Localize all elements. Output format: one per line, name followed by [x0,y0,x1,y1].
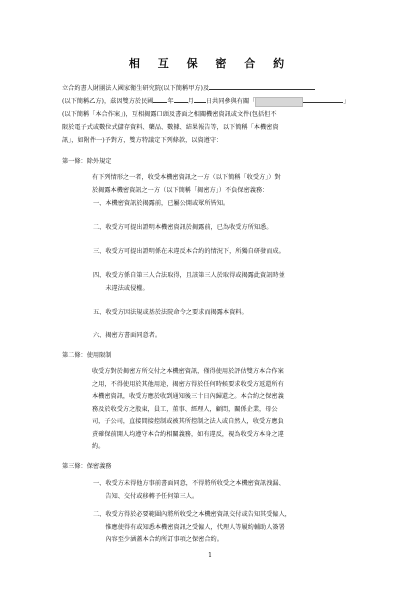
party-b-blank [209,83,315,90]
intro-text: 」 [343,98,350,105]
item-line: 二、收受方可提出證明本機密資訊於揭露前，已為收受方所知悉。 [93,224,273,231]
article-2-title: 第二條：使用限制 [62,352,112,359]
article-1-title: 第一條：除外規定 [62,158,112,165]
article-1-item-4 [93,270,361,295]
article-1-item-3 [93,246,361,259]
article-2-paragraph [62,366,362,454]
intro-paragraph [62,82,362,147]
intro-text: 立合約書人財團法人國家衛生研究院(以下簡稱甲方)及 [62,85,210,92]
year-blank [153,96,167,103]
intro-text: 月 [187,98,194,105]
item-line: 二、收受方得於必要範圍內將所收受之本機密資訊交付或告知其受僱人， [93,511,291,518]
project-blank [303,96,343,103]
article-1-paragraph [62,172,362,197]
page-number: 1 [208,552,212,559]
intro-line: (以下簡稱「本合作案」)，互相揭露口頭及書面之相關機密資訊或文件(包括但不 [62,111,277,118]
redaction-box [255,97,303,107]
item-line: 六、揭密方書面同意者。 [93,332,162,339]
item-line: 未違法或侵權。 [93,284,149,292]
article-3-item-2 [93,509,361,547]
paragraph-line: 約。 [92,443,105,450]
item-line: 內容至少涵蓋本合約所訂事項之保密合約。 [93,536,223,543]
month-blank [174,96,188,103]
paragraph-line: 有下列情形之一者，收受本機密資訊之一方（以下簡稱「收受方」）對 [92,174,281,181]
intro-line: 限於電子式或數位式儲存資料、藥品、數據、結果報告等，以下簡稱「本機密資 [62,124,279,131]
page-title: 相 互 保 密 合 約 [128,57,292,70]
intro-line: 訊」，如附件一)予對方，雙方特議定下列條款，以資遵守： [62,137,223,144]
intro-line [62,95,362,108]
article-1-item-2 [93,222,361,235]
article-1-item-6 [93,330,361,343]
item-line: 五、收受方因法規或基於法院命令之要求而揭露本資料。 [93,309,248,316]
paragraph-line: 之用，不得使用於其他用途，揭密方得於任何時候要求收受方返還所有 [92,380,284,388]
article-1-item-5 [93,307,361,320]
intro-text: 年 [167,98,174,105]
paragraph-line: 責確保前開人均遵守本合約相關義務，如有違反，視為收受方本身之違 [92,430,284,438]
item-line: 一、收受方未得他方事前書面同意，不得將所收受之本機密資訊洩漏、 [93,480,285,487]
paragraph-line: 務及於收受方之股東，員工，董事、經理人，顧問，關係企業，母公 [92,405,278,413]
paragraph-line: 於揭露本機密資訊之一方（以下簡稱「揭密方」）不負保密義務： [92,186,269,194]
paragraph-line: 收受方對於揭密方所交付之本機密資訊，僅得使用於評估雙方本合作案 [92,368,284,375]
item-line: 四、收受方係自第三人合法取得，且該第三人於取得或揭露此資訊時並 [93,272,285,279]
article-3-item-1 [93,478,361,503]
intro-line [62,82,362,95]
article-3-title: 第三條：保密義務 [62,463,112,470]
article-1-item-1 [93,198,361,211]
intro-text: (以下簡稱乙方)，茲因雙方於民國 [62,98,154,105]
item-line: 告知、交付或移轉予任何第三人。 [93,492,199,500]
day-blank [194,96,206,103]
paragraph-line: 本機密資訊，收受方應於收到通知後三十日內歸還之。本合約之保密義 [92,393,284,400]
paragraph-line: 司，子公司，直接間接控制或被其所控制之法人或自然人，收受方應負 [92,418,284,425]
item-line: 一、本機密資訊於揭露前，已屬公開或眾所皆知。 [93,200,230,207]
item-line: 三、收受方可提出證明係在未違反本合約的情況下，所獨自研發而成。 [93,248,285,255]
item-line: 惟應使得有或知悉本機密資訊之受僱人，代理人等履約輔助人簽署 [93,523,285,531]
intro-text: 日共同參與有關「 [205,98,256,105]
